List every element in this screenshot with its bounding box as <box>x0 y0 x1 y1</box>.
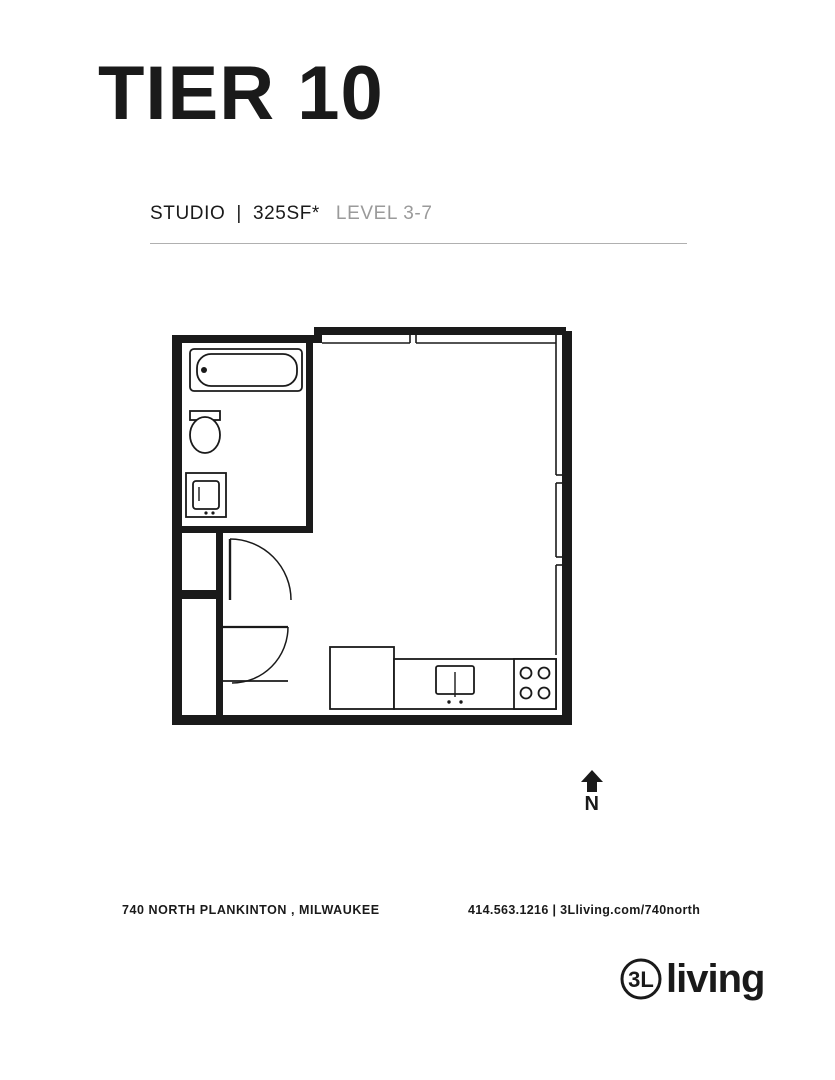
refrigerator-fixture <box>330 647 394 709</box>
bathroom-door <box>227 537 295 600</box>
wall-exterior-bottom <box>172 715 572 725</box>
wall-exterior-right <box>562 331 572 725</box>
footer-contact[interactable]: 414.563.1216 | 3Lliving.com/740north <box>468 903 701 917</box>
north-label: N <box>584 793 600 815</box>
vanity-sink-fixture <box>186 473 226 517</box>
floorplan-drawing <box>170 325 580 730</box>
unit-level-label: LEVEL 3-7 <box>335 203 433 224</box>
svg-text:3L: 3L <box>628 967 654 992</box>
wall-exterior-left <box>172 335 182 725</box>
logo-wordmark: living <box>666 957 765 1001</box>
wall-bath-bottom <box>182 526 313 533</box>
brand-logo <box>620 958 764 1000</box>
wall-corridor <box>216 533 223 555</box>
wall-jog-top <box>314 327 322 343</box>
wall-exterior-top-right <box>314 327 566 335</box>
bathtub-fixture <box>190 349 302 391</box>
cooktop-fixture <box>514 659 556 709</box>
entry-door <box>223 625 288 683</box>
wall-living-left <box>216 599 223 717</box>
north-arrow-icon <box>570 768 614 794</box>
unit-type-label: STUDIO <box>150 203 226 224</box>
toilet-fixture <box>190 411 220 453</box>
footer-address: 740 NORTH PLANKINTON , MILWAUKEE <box>122 903 380 917</box>
unit-summary <box>150 203 433 225</box>
floorplan-svg <box>170 325 580 730</box>
wall-bath-right <box>306 343 313 533</box>
north-indicator <box>570 768 614 820</box>
summary-separator: | <box>236 203 242 224</box>
wall-closet-bottom <box>172 590 223 599</box>
header-divider <box>150 243 687 244</box>
logo-mark-icon <box>620 958 662 1000</box>
wall-exterior-top-left <box>172 335 314 343</box>
page-title: TIER 10 <box>98 51 384 136</box>
unit-area-label: 325SF* <box>252 203 320 224</box>
